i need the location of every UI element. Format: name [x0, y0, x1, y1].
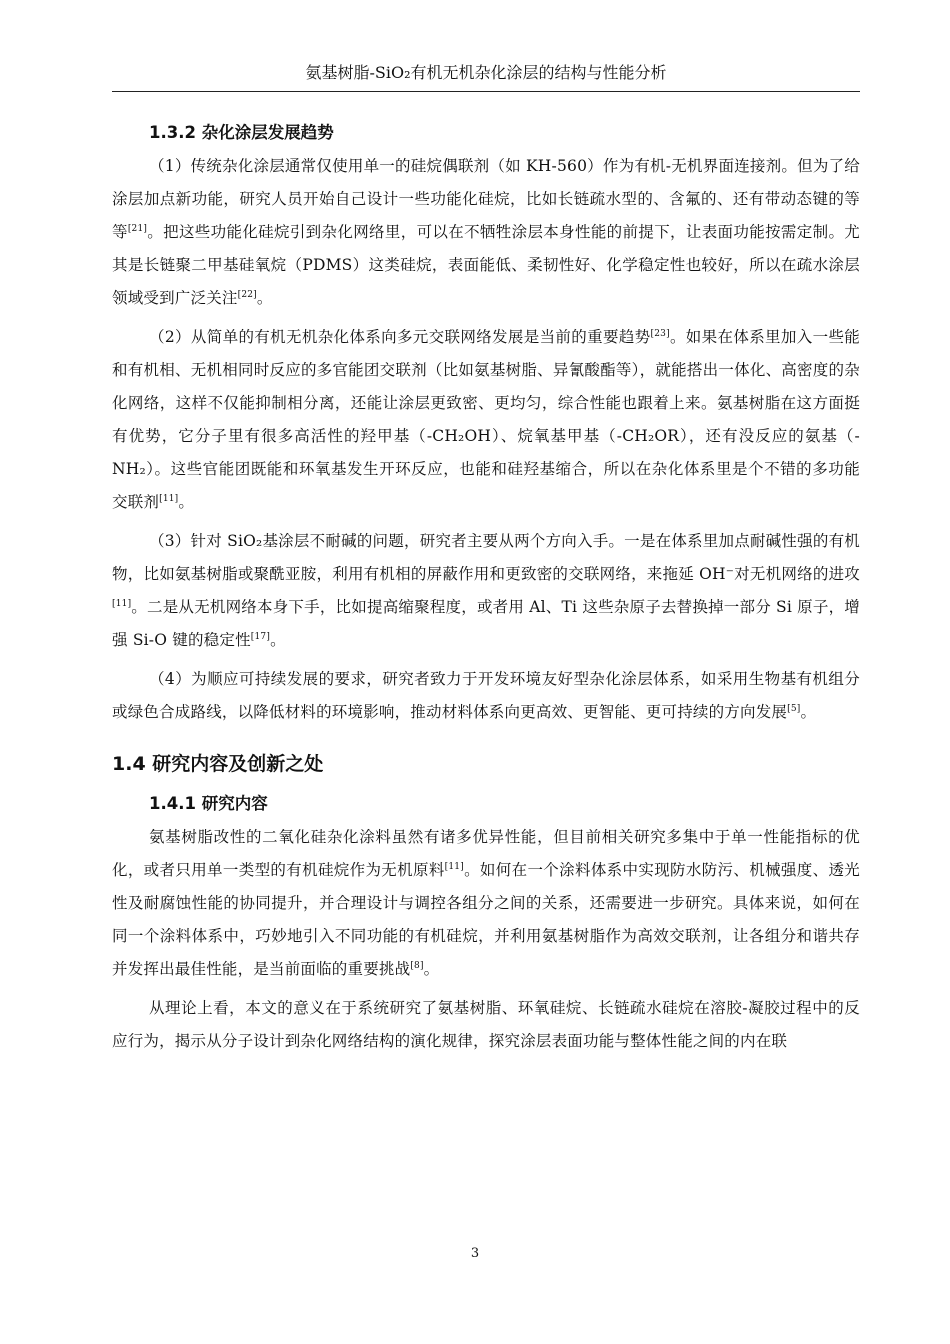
- citation-marker: [5]: [787, 703, 801, 714]
- citation-marker: [11]: [112, 598, 132, 609]
- paragraph-trend-1: （1）传统杂化涂层通常仅使用单一的硅烷偶联剂（如 KH-560）作为有机-无机界面连接剂。但为了给涂层加点新功能，研究人员开始自己设计一些功能化硅烷，比如长链疏水型的、含氟的、还有带动态键的等等[21]。把这些功能化硅烷引到杂化网络里，可以在不牺牲涂层本身性能的前提下，让表面功能按需定制。尤其是长链聚二甲基硅氧烷（PDMS）这类硅烷，表面能低、柔韧性好、化学稳定性也较好，所以在疏水涂层领域受到广泛关注[22]。: [112, 157, 860, 307]
- citation-marker: [21]: [127, 223, 148, 234]
- paragraph-research-content: 氨基树脂改性的二氧化硅杂化涂料虽然有诸多优异性能，但目前相关研究多集中于单一性能指标的优化，或者只用单一类型的有机硅烷作为无机原料[11]。如何在一个涂料体系中实现防水防污、机械强度、透光性及耐腐蚀性能的协同提升，并合理设计与调控各组分之间的关系，还需要进一步研究。具体来说，如何在同一个涂料体系中，巧妙地引入不同功能的有机硅烷，并利用氨基树脂作为高效交联剂，让各组分和谐共存并发挥出最佳性能，是当前面临的重要挑战[8]。: [112, 828, 860, 978]
- paragraph-trend-4: （4）为顺应可持续发展的要求，研究者致力于开发环境友好型杂化涂层体系，如采用生物基有机组分或绿色合成路线，以降低材料的环境影响，推动材料体系向更高效、更智能、更可持续的方向发展[5]。: [112, 670, 860, 721]
- section-heading-1-4-1: 1.4.1 研究内容: [149, 794, 268, 813]
- running-header: 氨基树脂-SiO₂有机无机杂化涂层的结构与性能分析: [305, 63, 667, 82]
- paragraph-theory-significance: 从理论上看，本文的意义在于系统研究了氨基树脂、环氧硅烷、长链疏水硅烷在溶胶-凝胶过程中的反应行为，揭示从分子设计到杂化网络结构的演化规律，探究涂层表面功能与整体性能之间的内在联: [112, 999, 860, 1050]
- page-body: [112, 116, 860, 1064]
- citation-marker: [22]: [237, 289, 257, 300]
- citation-marker: [11]: [159, 493, 179, 504]
- section-heading-1-4: 1.4 研究内容及创新之处: [112, 753, 324, 775]
- citation-marker: [8]: [410, 960, 424, 971]
- page-number: 3: [470, 1246, 480, 1261]
- paragraph-trend-2: （2）从简单的有机无机杂化体系向多元交联网络发展是当前的重要趋势[23]。如果在体系里加入一些能和有机相、无机相同时反应的多官能团交联剂（比如氨基树脂、异氰酸酯等），就能搭出一体化、高密度的杂化网络，这样不仅能抑制相分离，还能让涂层更致密、更均匀，综合性能也跟着上来。氨基树脂在这方面挺有优势，它分子里有很多高活性的羟甲基（-CH₂OH）、烷氧基甲基（-CH₂OR），还有没反应的氨基（-NH₂）。这些官能团既能和环氧基发生开环反应，也能和硅羟基缩合，所以在杂化体系里是个不错的多功能交联剂[11]。: [112, 328, 860, 511]
- citation-marker: [23]: [650, 328, 670, 339]
- paragraph-trend-3: （3）针对 SiO₂基涂层不耐碱的问题，研究者主要从两个方向入手。一是在体系里加点耐碱性强的有机物，比如氨基树脂或聚酰亚胺，利用有机相的屏蔽作用和更致密的交联网络，来拖延 OH⁻对无机网络的进攻[11]。二是从无机网络本身下手，比如提高缩聚程度，或者用 Al、Ti 这些杂原子去替换掉一部分 Si 原子，增强 Si-O 键的稳定性[17]。: [112, 532, 860, 649]
- citation-marker: [17]: [250, 631, 271, 642]
- section-heading-1-3-2: 1.3.2 杂化涂层发展趋势: [149, 123, 334, 142]
- citation-marker: [11]: [444, 861, 464, 872]
- header-rule: [112, 91, 860, 92]
